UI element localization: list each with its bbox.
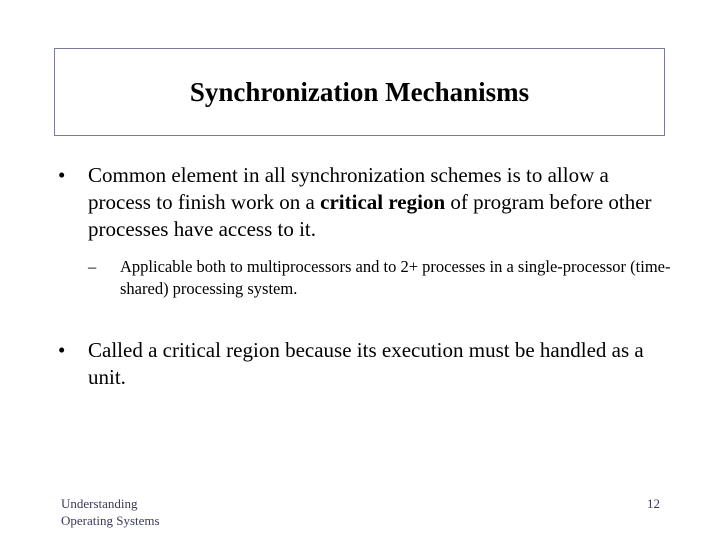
sub-bullet-1 bbox=[88, 256, 678, 300]
sub-bullet-marker: – bbox=[88, 257, 97, 276]
bullet-2-text: Called a critical region because its execution must be handled as a unit. bbox=[88, 338, 644, 389]
bullet-1-bold-term: critical region bbox=[320, 190, 446, 214]
bullet-marker: • bbox=[58, 163, 66, 187]
footer-line-2: Operating Systems bbox=[61, 513, 160, 528]
bullet-marker: • bbox=[58, 338, 66, 362]
sub-bullet-1-text: Applicable both to multiprocessors and to 2+ processes in a single-processor (time-shared) processing system. bbox=[120, 257, 671, 298]
bullet-1 bbox=[58, 162, 658, 244]
slide-title: Synchronization Mechanisms bbox=[189, 76, 530, 107]
bullet-1-text-after: of program before other processes have access to it. bbox=[88, 190, 652, 241]
title-box bbox=[54, 48, 665, 136]
footer-course-title bbox=[61, 495, 160, 529]
bullet-1-text bbox=[88, 162, 658, 243]
footer-line-1: Understanding bbox=[61, 496, 138, 511]
bullet-1-text-before: Common element in all synchronization schemes is to allow a process to finish work on a bbox=[88, 163, 609, 214]
page-number: 12 bbox=[647, 496, 660, 511]
bullet-2 bbox=[58, 337, 658, 393]
